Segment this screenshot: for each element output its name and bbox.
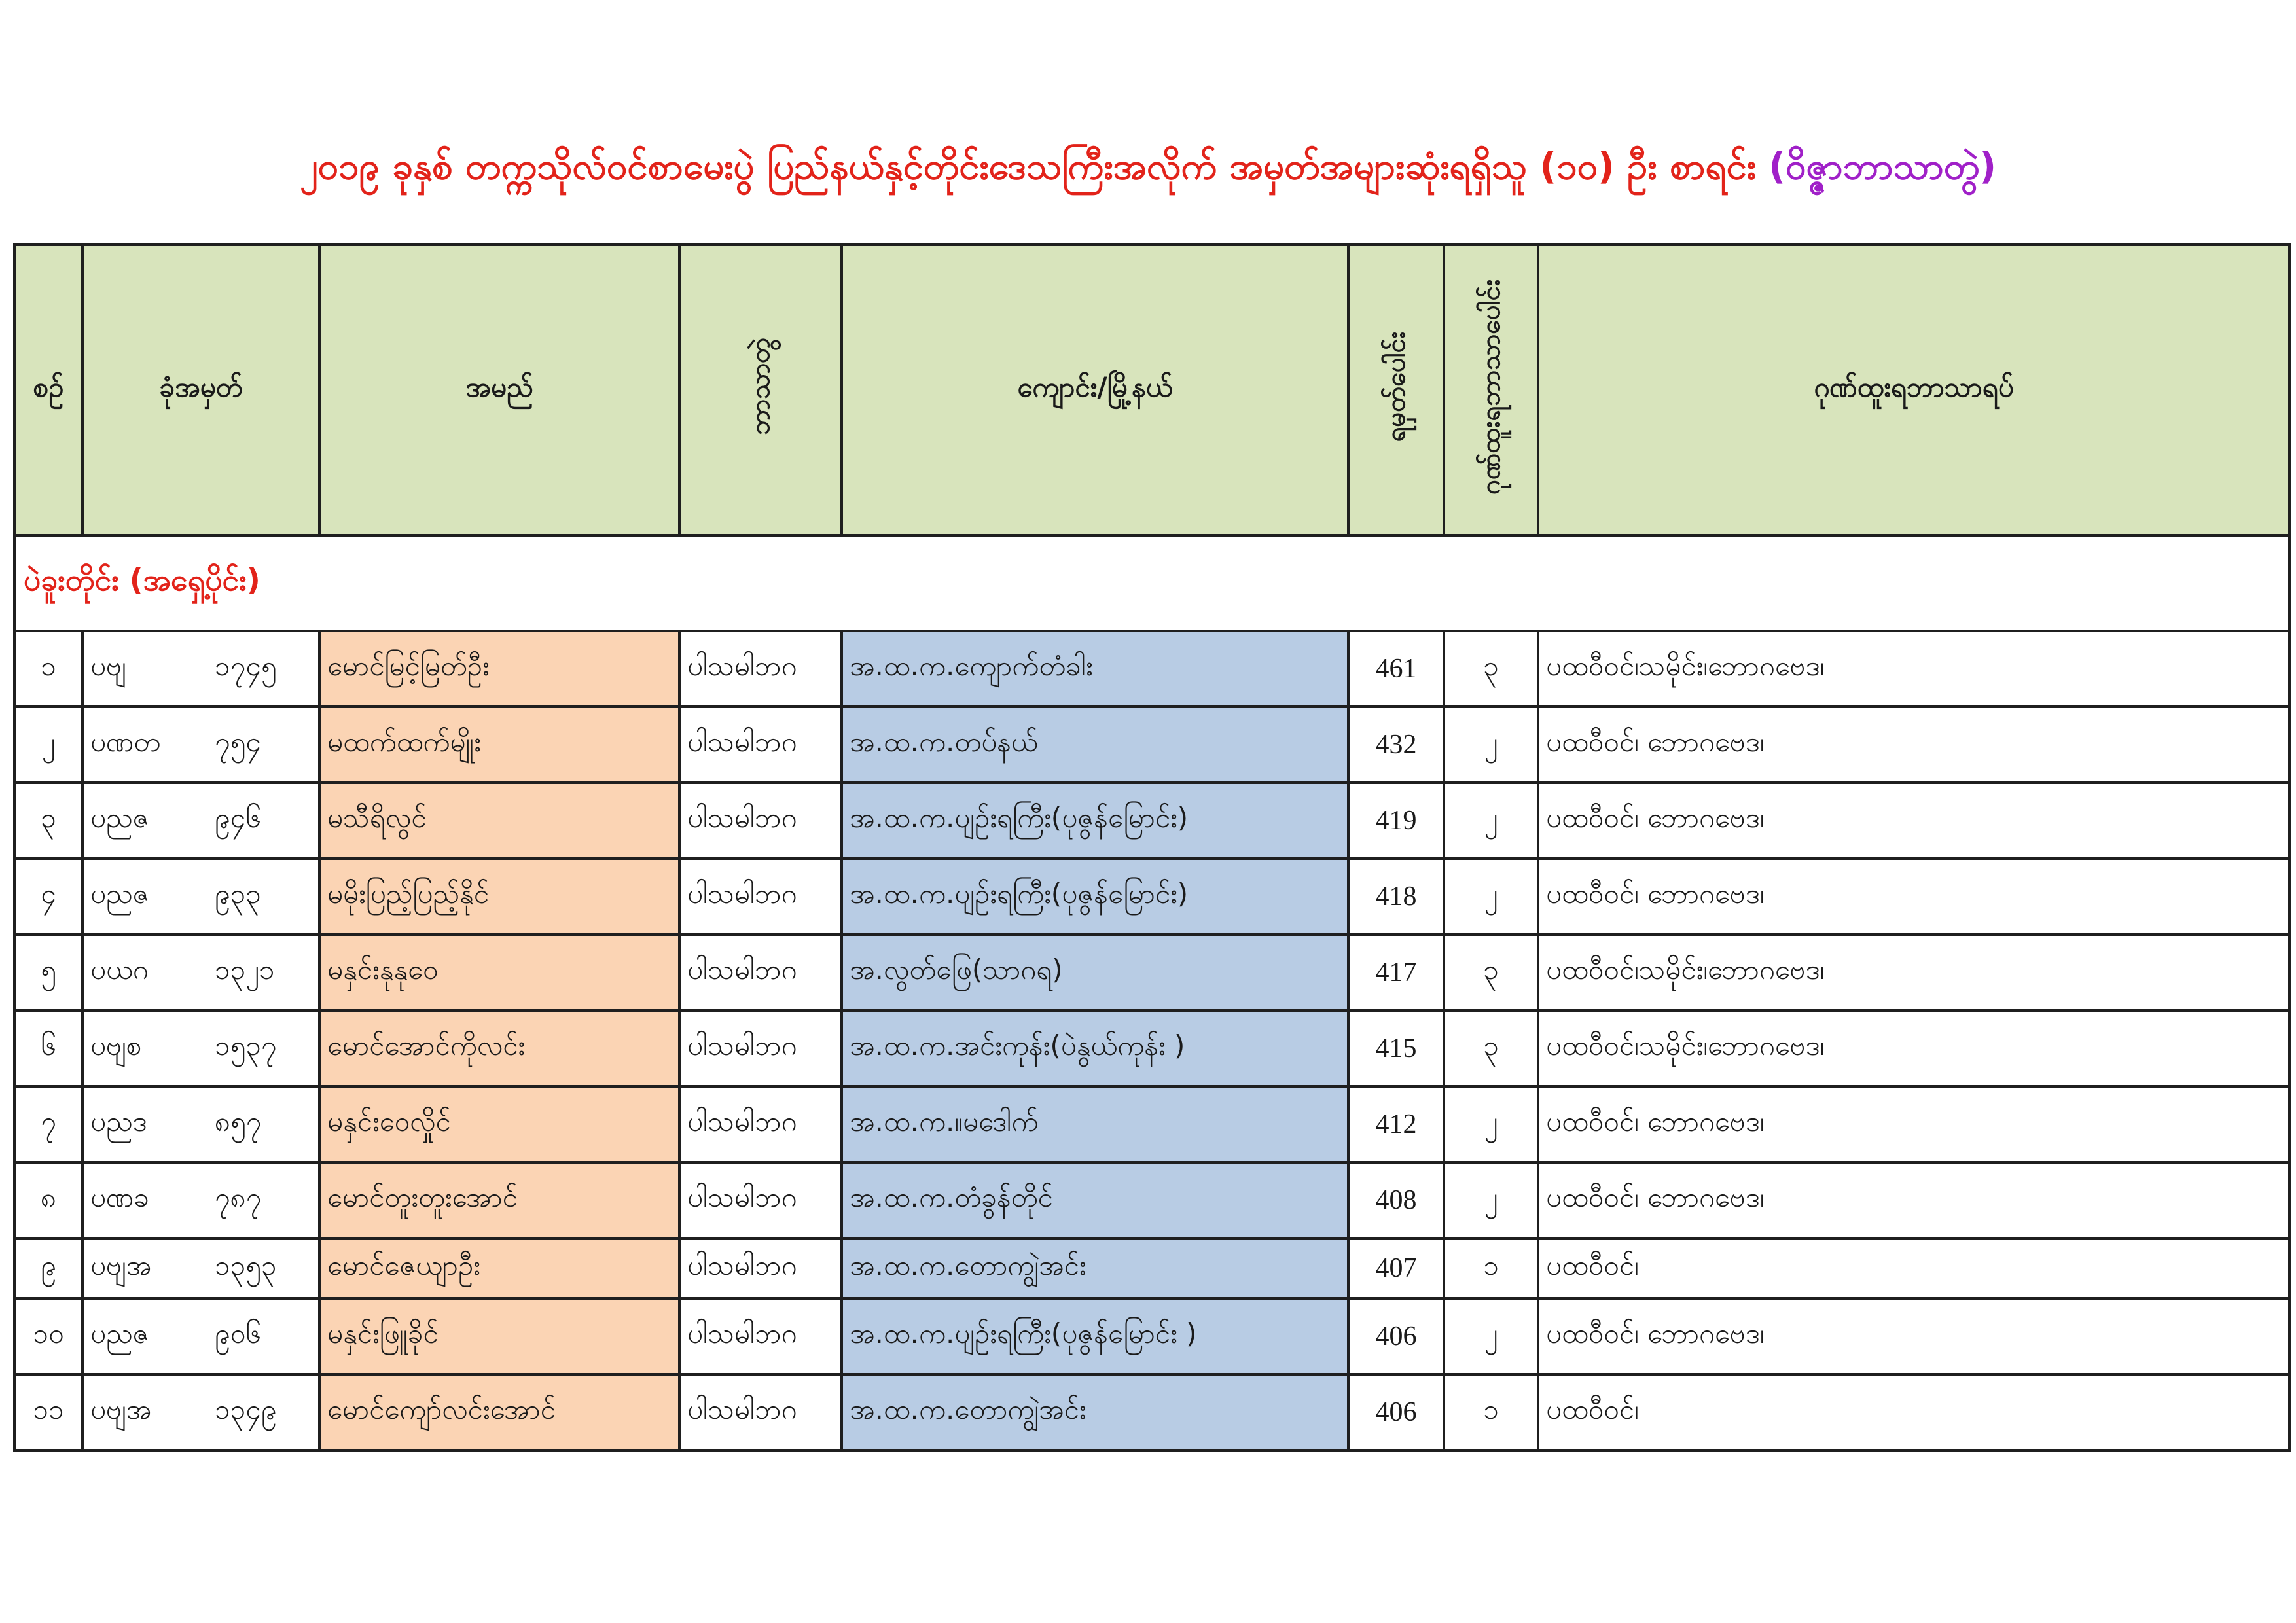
cell-no: ၃ <box>14 783 82 859</box>
header-distinction-count <box>1444 245 1538 535</box>
cell-no: ၆ <box>14 1010 82 1086</box>
roll-prefix: ပဗျစ <box>90 1029 142 1061</box>
cell-marks: 432 <box>1348 707 1444 783</box>
cell-subject: ပါသမါဘဂ <box>679 631 842 707</box>
cell-school: အ.ထ.က.တပ်နယ် <box>842 707 1348 783</box>
table-row <box>14 1086 2289 1162</box>
header-distinction-count-label: ဂုဏ်ထူးရဘာသာပေါင်း <box>1476 279 1506 495</box>
cell-roll <box>82 783 319 859</box>
header-no: စဉ် <box>14 245 82 535</box>
cell-school: အ.ထ.က.ကျောက်တံခါး <box>842 631 1348 707</box>
cell-distinctions: ပထဝီဝင်၊ ဘောဂဗေဒ၊ <box>1538 859 2289 935</box>
cell-name: မောင်တူးတူးအောင် <box>319 1162 679 1238</box>
header-name: အမည် <box>319 245 679 535</box>
cell-name: မောင်ကျော်လင်းအောင် <box>319 1374 679 1450</box>
cell-marks: 415 <box>1348 1010 1444 1086</box>
cell-roll <box>82 935 319 1010</box>
cell-distinctions: ပထဝီဝင်၊ <box>1538 1374 2289 1450</box>
cell-marks: 417 <box>1348 935 1444 1010</box>
header-subject <box>679 245 842 535</box>
cell-no: ၈ <box>14 1162 82 1238</box>
cell-no: ၉ <box>14 1238 82 1298</box>
cell-name: မနှင်းဖြူခိုင် <box>319 1298 679 1374</box>
cell-name: မနှင်းနုနုဝေ <box>319 935 679 1010</box>
roll-number: ၉၀၆ <box>215 1317 261 1349</box>
table-row <box>14 707 2289 783</box>
cell-subject: ပါသမါဘဂ <box>679 1238 842 1298</box>
cell-school: အ.ထ.က.အင်းကုန်း(ပဲနွယ်ကုန်း ) <box>842 1010 1348 1086</box>
cell-subject: ပါသမါဘဂ <box>679 859 842 935</box>
cell-distinction-count: ၂ <box>1444 1298 1538 1374</box>
cell-school: အ.ထ.က.တောကျွဲအင်း <box>842 1238 1348 1298</box>
roll-number: ၁၃၄၉ <box>215 1393 277 1425</box>
cell-no: ၄ <box>14 859 82 935</box>
cell-distinction-count: ၃ <box>1444 935 1538 1010</box>
cell-no: ၇ <box>14 1086 82 1162</box>
cell-name: မောင်မြင့်မြတ်ဦး <box>319 631 679 707</box>
cell-distinction-count: ၃ <box>1444 631 1538 707</box>
cell-distinctions: ပထဝီဝင်၊ ဘောဂဗေဒ၊ <box>1538 707 2289 783</box>
roll-number: ၇၅၄ <box>215 726 261 758</box>
section-label: ပဲခူးတိုင်း (အရှေ့ပိုင်း) <box>14 535 2289 631</box>
cell-marks: 419 <box>1348 783 1444 859</box>
cell-name: မနှင်းဝေလှိုင် <box>319 1086 679 1162</box>
table-row <box>14 631 2289 707</box>
roll-prefix: ပညဒ <box>90 1105 147 1137</box>
header-school: ကျောင်း/မြို့နယ် <box>842 245 1348 535</box>
roll-number: ၈၅၇ <box>215 1105 262 1137</box>
roll-number: ၁၅၃၇ <box>215 1029 277 1061</box>
cell-distinction-count: ၂ <box>1444 1162 1538 1238</box>
title-stream: (ဝိဇ္ဇာဘာသာတွဲ) <box>1768 145 1997 188</box>
cell-distinction-count: ၂ <box>1444 783 1538 859</box>
cell-distinction-count: ၁ <box>1444 1374 1538 1450</box>
table-row <box>14 859 2289 935</box>
table-row <box>14 1162 2289 1238</box>
header-distinctions: ဂုဏ်ထူးရဘာသာရပ် <box>1538 245 2289 535</box>
cell-distinction-count: ၁ <box>1444 1238 1538 1298</box>
cell-subject: ပါသမါဘဂ <box>679 783 842 859</box>
cell-school: အ.ထ.က.။မဒေါက် <box>842 1086 1348 1162</box>
cell-marks: 461 <box>1348 631 1444 707</box>
cell-distinctions: ပထဝီဝင်၊ ဘောဂဗေဒ၊ <box>1538 1086 2289 1162</box>
roll-prefix: ပညဇ <box>90 1317 149 1349</box>
cell-marks: 406 <box>1348 1374 1444 1450</box>
cell-marks: 406 <box>1348 1298 1444 1374</box>
roll-prefix: ပညဇ <box>90 878 149 910</box>
roll-prefix: ပညဇ <box>90 802 149 834</box>
roll-prefix: ပဗျအ <box>90 1393 152 1425</box>
cell-subject: ပါသမါဘဂ <box>679 1010 842 1086</box>
table-row <box>14 1298 2289 1374</box>
table-row <box>14 1010 2289 1086</box>
roll-number: ၉၄၆ <box>215 802 261 834</box>
roll-prefix: ပဗျ <box>90 650 126 682</box>
cell-subject: ပါသမါဘဂ <box>679 707 842 783</box>
table-row <box>14 783 2289 859</box>
cell-marks: 418 <box>1348 859 1444 935</box>
cell-distinctions: ပထဝီဝင်၊သမိုင်း၊ဘောဂဗေဒ၊ <box>1538 631 2289 707</box>
roll-prefix: ပဗျအ <box>90 1249 152 1281</box>
roll-number: ၉၃၃ <box>215 878 261 910</box>
header-row <box>14 245 2289 535</box>
cell-roll <box>82 1010 319 1086</box>
cell-roll <box>82 1162 319 1238</box>
cell-distinctions: ပထဝီဝင်၊သမိုင်း၊ဘောဂဗေဒ၊ <box>1538 1010 2289 1086</box>
cell-distinctions: ပထဝီဝင်၊ ဘောဂဗေဒ၊ <box>1538 1162 2289 1238</box>
roll-prefix: ပယဂ <box>90 954 149 986</box>
cell-distinctions: ပထဝီဝင်၊သမိုင်း၊ဘောဂဗေဒ၊ <box>1538 935 2289 1010</box>
table-row <box>14 1238 2289 1298</box>
cell-subject: ပါသမါဘဂ <box>679 935 842 1010</box>
table-row <box>14 935 2289 1010</box>
cell-marks: 407 <box>1348 1238 1444 1298</box>
roll-number: ၁၃၅၃ <box>215 1249 277 1281</box>
roll-number: ၁၇၄၅ <box>215 650 277 682</box>
cell-no: ၁၀ <box>14 1298 82 1374</box>
roll-prefix: ပဏခ <box>90 1181 149 1213</box>
results-table <box>13 243 2291 1452</box>
cell-distinctions: ပထဝီဝင်၊ ဘောဂဗေဒ၊ <box>1538 783 2289 859</box>
header-roll: ခုံအမှတ် <box>82 245 319 535</box>
table-row <box>14 1374 2289 1450</box>
cell-school: အ.လွတ်ဖြေ(သာဂရ) <box>842 935 1348 1010</box>
cell-roll <box>82 1086 319 1162</box>
cell-roll <box>82 859 319 935</box>
cell-school: အ.ထ.က.ပျဉ်းရကြီး(ပုဇွန်မြောင်း ) <box>842 1298 1348 1374</box>
page-title <box>0 137 2296 196</box>
cell-school: အ.ထ.က.ပျဉ်းရကြီး(ပုဇွန်မြောင်း) <box>842 783 1348 859</box>
cell-no: ၅ <box>14 935 82 1010</box>
cell-subject: ပါသမါဘဂ <box>679 1086 842 1162</box>
cell-distinction-count: ၃ <box>1444 1010 1538 1086</box>
cell-distinction-count: ၂ <box>1444 859 1538 935</box>
cell-name: မသီရိလွင် <box>319 783 679 859</box>
cell-name: မမိုးပြည့်ပြည့်နိုင် <box>319 859 679 935</box>
roll-number: ၁၃၂၁ <box>215 954 275 986</box>
cell-no: ၁၁ <box>14 1374 82 1450</box>
cell-subject: ပါသမါဘဂ <box>679 1162 842 1238</box>
cell-marks: 408 <box>1348 1162 1444 1238</box>
cell-no: ၁ <box>14 631 82 707</box>
cell-roll <box>82 707 319 783</box>
cell-distinctions: ပထဝီဝင်၊ ဘောဂဗေဒ၊ <box>1538 1298 2289 1374</box>
cell-school: အ.ထ.က.တောကျွဲအင်း <box>842 1374 1348 1450</box>
cell-roll <box>82 1374 319 1450</box>
cell-roll <box>82 1238 319 1298</box>
header-subject-label: ဘာသာတွဲ <box>745 338 776 436</box>
cell-subject: ပါသမါဘဂ <box>679 1298 842 1374</box>
cell-school: အ.ထ.က.တံခွန်တိုင် <box>842 1162 1348 1238</box>
cell-roll <box>82 1298 319 1374</box>
cell-subject: ပါသမါဘဂ <box>679 1374 842 1450</box>
cell-marks: 412 <box>1348 1086 1444 1162</box>
section-row <box>14 535 2289 631</box>
header-marks-label: ရမှတ်ပေါင်း <box>1381 331 1411 442</box>
cell-no: ၂ <box>14 707 82 783</box>
title-main: ၂၀၁၉ ခုနှစ် တက္ကသိုလ်ဝင်စာမေးပွဲ ပြည်နယ်နှင့်တိုင်းဒေသကြီးအလိုက် အမှတ်အများဆုံးရရှိသူ (၁၀) ဦး စာရင်း <box>299 145 1756 188</box>
cell-name: မောင်ဇေယျာဦး <box>319 1238 679 1298</box>
cell-name: မောင်အောင်ကိုလင်း <box>319 1010 679 1086</box>
header-marks <box>1348 245 1444 535</box>
cell-roll <box>82 631 319 707</box>
cell-name: မထက်ထက်မျိုး <box>319 707 679 783</box>
roll-number: ၇၈၇ <box>215 1181 262 1213</box>
cell-distinctions: ပထဝီဝင်၊ <box>1538 1238 2289 1298</box>
roll-prefix: ပဏတ <box>90 726 161 758</box>
cell-school: အ.ထ.က.ပျဉ်းရကြီး(ပုဇွန်မြောင်း) <box>842 859 1348 935</box>
cell-distinction-count: ၂ <box>1444 707 1538 783</box>
cell-distinction-count: ၂ <box>1444 1086 1538 1162</box>
